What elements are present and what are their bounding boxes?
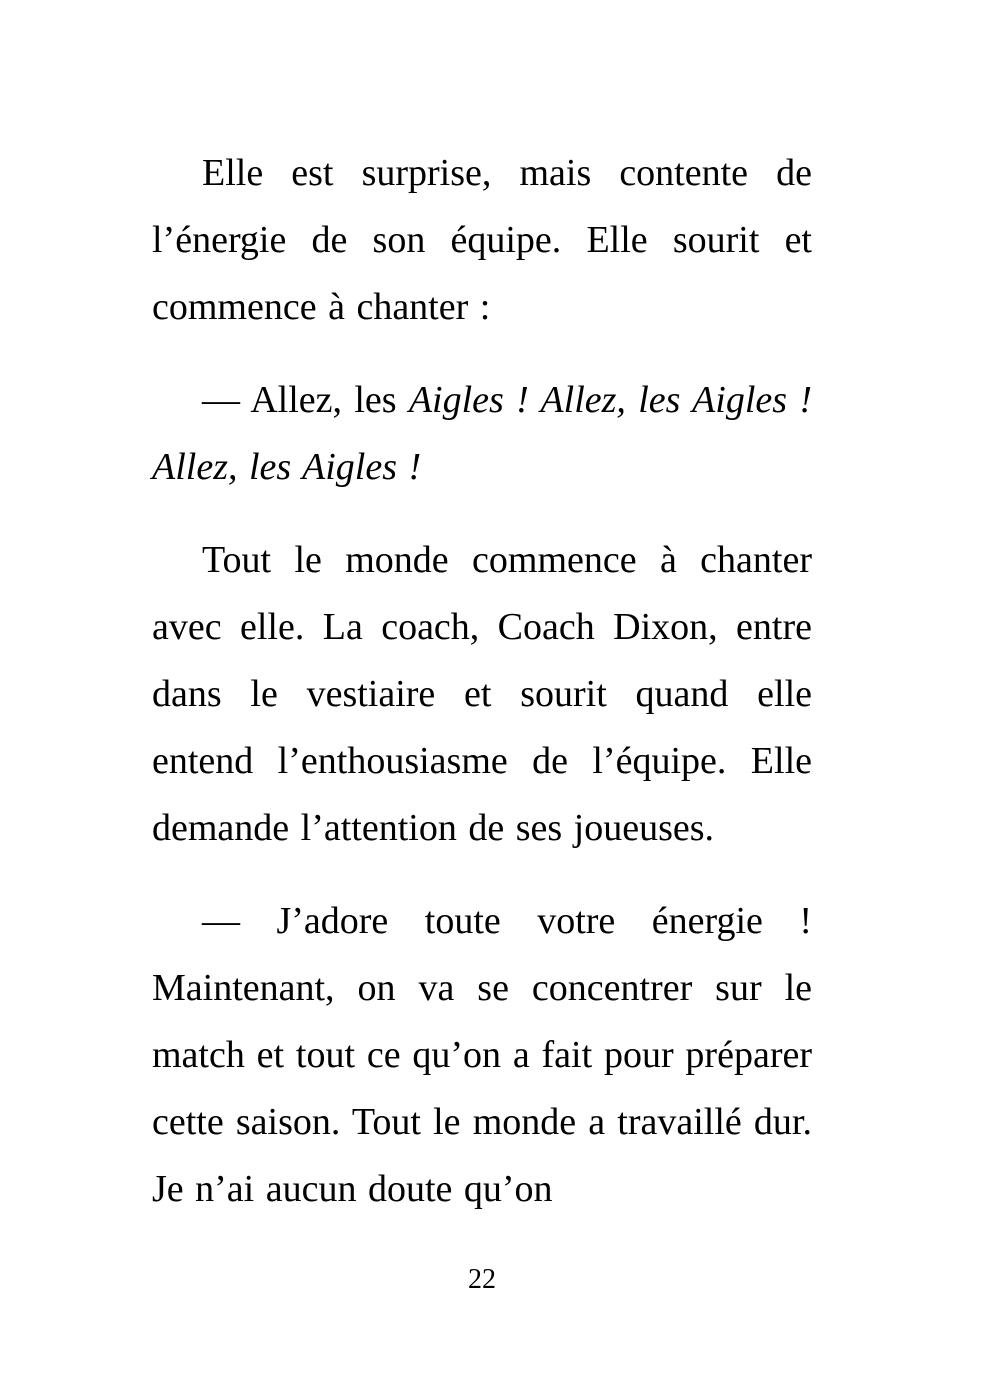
page-text-block [152,140,812,1223]
chant-italic: Aigles ! Allez, les Aigles ! Allez, les Aigles ! [152,379,812,488]
chant-lead-roman: — Allez, les [202,379,409,421]
page-number: 22 [468,1264,496,1295]
paragraph-narration-2: Tout le monde commence à chanter avec elle. La coach, Coach Dixon, entre dans le vestiaire et sourit quand elle entend l’enthousiasme de l’équipe. Elle demande l’attention de ses joueuses. [152,539,812,849]
paragraph-dialogue-coach: — J’adore toute votre énergie ! Maintenant, on va se concentrer sur le match et tout ce qu’on a fait pour préparer cette saison. Tout le monde a travaillé dur. Je n’ai aucun doute qu’on [152,900,812,1210]
paragraph-narration-1: Elle est surprise, mais contente de l’énergie de son équipe. Elle sourit et commence à chanter : [152,152,812,328]
paragraph-dialogue-chant [152,367,812,501]
